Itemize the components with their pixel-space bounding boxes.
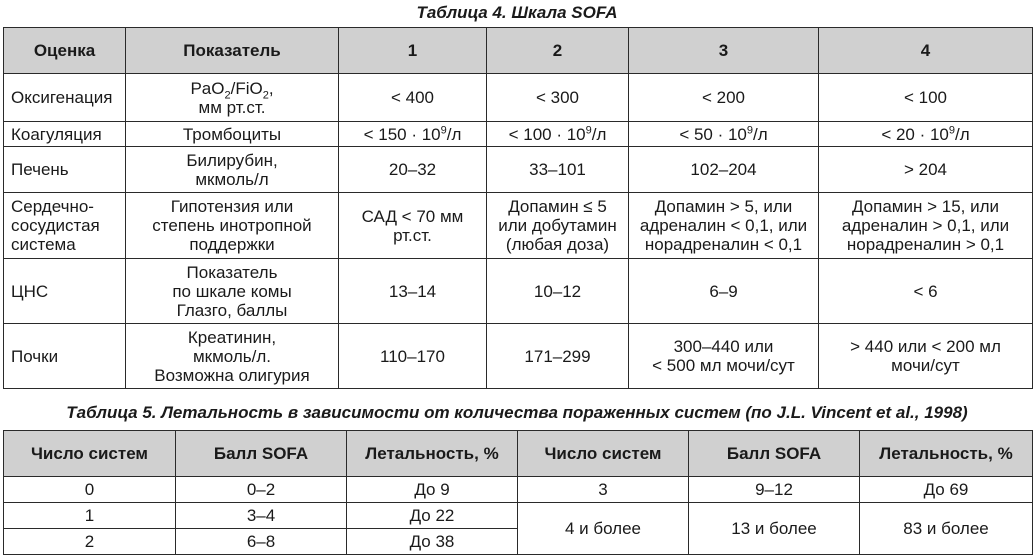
table-row — [4, 147, 1033, 193]
mortality-cell: До 69 — [860, 477, 1033, 503]
organ-cell: Коагуляция — [4, 122, 126, 147]
systems-cell: 2 — [4, 529, 176, 555]
table-header-row — [4, 28, 1033, 74]
value-cell: < 400 — [339, 74, 487, 122]
value-cell: 102–204 — [629, 147, 819, 193]
value-cell: < 200 — [629, 74, 819, 122]
value-cell: < 100 — [819, 74, 1033, 122]
sofa-cell: 6–8 — [176, 529, 347, 555]
value-cell: Допамин > 15, или адреналин > 0,1, или норадреналин > 0,1 — [819, 193, 1033, 259]
table-row — [4, 193, 1033, 259]
value-cell: 300–440 или < 500 мл мочи/сут — [629, 324, 819, 389]
header-cell: Число систем — [518, 431, 689, 477]
value-cell: Допамин > 5, или адреналин < 0,1, или норадреналин < 0,1 — [629, 193, 819, 259]
indicator-cell: PaO$_2$/FiO$_2$, мм рт.ст. — [126, 74, 339, 122]
value-cell: САД < 70 мм рт.ст. — [339, 193, 487, 259]
value-cell: 13–14 — [339, 259, 487, 324]
value-cell: > 204 — [819, 147, 1033, 193]
header-cell: Летальность, % — [860, 431, 1033, 477]
value-cell: < 300 — [487, 74, 629, 122]
indicator-cell: Тромбоциты — [126, 122, 339, 147]
mortality-cell: 83 и более — [860, 503, 1033, 555]
mortality-cell: До 22 — [347, 503, 518, 529]
organ-cell: Сердечно- сосудистая система — [4, 193, 126, 259]
header-cell: 4 — [819, 28, 1033, 74]
table-row — [4, 477, 1033, 503]
value-cell: > 440 или < 200 мл мочи/сут — [819, 324, 1033, 389]
header-cell: Число систем — [4, 431, 176, 477]
value-cell: < $150 \cdot 10^9/л$ — [339, 122, 487, 147]
table-row — [4, 503, 1033, 529]
value-cell: 171–299 — [487, 324, 629, 389]
organ-cell: Почки — [4, 324, 126, 389]
systems-cell: 4 и более — [518, 503, 689, 555]
indicator-cell: Креатинин, мкмоль/л. Возможна олигурия — [126, 324, 339, 389]
value-cell: 33–101 — [487, 147, 629, 193]
sofa-cell: 13 и более — [689, 503, 860, 555]
mortality-table — [3, 430, 1033, 555]
mortality-cell: До 9 — [347, 477, 518, 503]
table-row — [4, 74, 1033, 122]
table5-caption: Таблица 5. Летальность в зависимости от количества пораженных систем (по J.L. Vincent et al., 1998) — [66, 403, 968, 422]
indicator-cell: Гипотензия или степень инотропной поддержки — [126, 193, 339, 259]
header-cell: Оценка — [4, 28, 126, 74]
header-cell: 2 — [487, 28, 629, 74]
indicator-cell: Билирубин, мкмоль/л — [126, 147, 339, 193]
value-cell: < $100 \cdot 10^9/л$ — [487, 122, 629, 147]
sofa-cell: 3–4 — [176, 503, 347, 529]
value-cell: < $50 \cdot 10^9/л$ — [629, 122, 819, 147]
table-row — [4, 324, 1033, 389]
value-cell: < $20 \cdot 10^9/л$ — [819, 122, 1033, 147]
systems-cell: 0 — [4, 477, 176, 503]
header-cell: 3 — [629, 28, 819, 74]
organ-cell: ЦНС — [4, 259, 126, 324]
value-cell: Допамин ≤ 5 или добутамин (любая доза) — [487, 193, 629, 259]
organ-cell: Оксигенация — [4, 74, 126, 122]
value-cell: 20–32 — [339, 147, 487, 193]
sofa-table — [3, 27, 1033, 389]
value-cell: 110–170 — [339, 324, 487, 389]
header-cell: 1 — [339, 28, 487, 74]
value-cell: < 6 — [819, 259, 1033, 324]
table4-caption: Таблица 4. Шкала SOFA — [416, 3, 618, 22]
header-cell: Балл SOFA — [176, 431, 347, 477]
organ-cell: Печень — [4, 147, 126, 193]
systems-cell: 3 — [518, 477, 689, 503]
header-cell: Балл SOFA — [689, 431, 860, 477]
indicator-cell: Показатель по шкале комы Глазго, баллы — [126, 259, 339, 324]
systems-cell: 1 — [4, 503, 176, 529]
table-row — [4, 122, 1033, 147]
sofa-cell: 9–12 — [689, 477, 860, 503]
table-header-row — [4, 431, 1033, 477]
mortality-cell: До 38 — [347, 529, 518, 555]
header-cell: Летальность, % — [347, 431, 518, 477]
value-cell: 10–12 — [487, 259, 629, 324]
value-cell: 6–9 — [629, 259, 819, 324]
header-cell: Показатель — [126, 28, 339, 74]
table-row — [4, 259, 1033, 324]
sofa-cell: 0–2 — [176, 477, 347, 503]
